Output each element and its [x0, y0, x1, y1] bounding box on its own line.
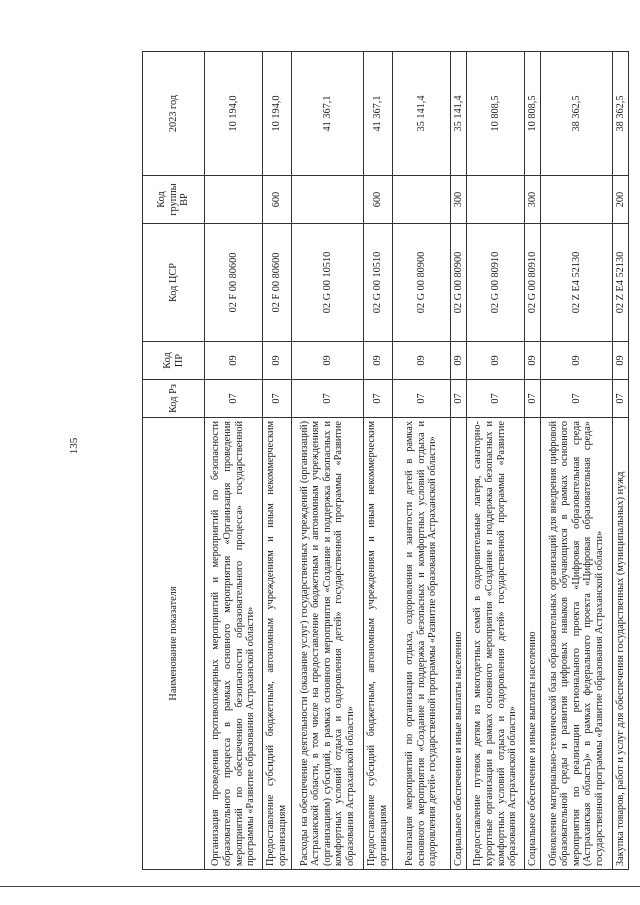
- table-row: [467, 52, 525, 870]
- header-vr: Код группы ВР: [143, 176, 205, 224]
- page-number: 135: [68, 437, 80, 455]
- row-rz: 07: [205, 380, 263, 418]
- row-sum: 38 362,5: [613, 52, 629, 176]
- row-csr: 02 G 00 80900: [393, 224, 451, 342]
- budget-table: [142, 51, 629, 870]
- table-row: [393, 52, 451, 870]
- row-csr: 02 G 00 10510: [292, 224, 364, 342]
- row-csr: 02 F 00 80600: [205, 224, 263, 342]
- row-sum: 38 362,5: [541, 52, 613, 176]
- table-row: [525, 52, 541, 870]
- row-sum: 41 367,1: [364, 52, 393, 176]
- row-pr: 09: [292, 342, 364, 380]
- row-pr: 09: [467, 342, 525, 380]
- row-vr: [467, 176, 525, 224]
- row-pr: 09: [393, 342, 451, 380]
- row-vr: 600: [364, 176, 393, 224]
- header-name: Наименование показателя: [143, 418, 205, 870]
- header-sum: 2023 год: [143, 52, 205, 176]
- table-row: [292, 52, 364, 870]
- row-csr: 02 G 00 80910: [467, 224, 525, 342]
- row-csr: 02 G 00 80900: [451, 224, 467, 342]
- row-rz: 07: [613, 380, 629, 418]
- header-rz: Код Рз: [143, 380, 205, 418]
- table-row: [613, 52, 629, 870]
- row-csr: 02 G 00 10510: [364, 224, 393, 342]
- row-pr: 09: [205, 342, 263, 380]
- row-pr: 09: [541, 342, 613, 380]
- table-row: [364, 52, 393, 870]
- header-csr: Код ЦСР: [143, 224, 205, 342]
- table-row: [541, 52, 613, 870]
- row-pr: 09: [263, 342, 292, 380]
- rotated-table-container: [142, 52, 626, 870]
- table-row: [205, 52, 263, 870]
- row-pr: 09: [525, 342, 541, 380]
- row-pr: 09: [613, 342, 629, 380]
- row-name: Социальное обеспечение и иные выплаты населению: [525, 418, 541, 870]
- row-csr: 02 Z E4 52130: [541, 224, 613, 342]
- row-csr: 02 G 00 80910: [525, 224, 541, 342]
- row-name: Реализация мероприятий по организации отдыха, оздоровления и занятости детей в рамках основного мероприятия «Создание и поддержка безопасных и комфортных условий отдыха и оздоровления детей» государственной программы «Развитие образования Астраханской области»: [393, 418, 451, 870]
- row-vr: 300: [451, 176, 467, 224]
- row-rz: 07: [263, 380, 292, 418]
- row-rz: 07: [393, 380, 451, 418]
- row-sum: 10 194,0: [205, 52, 263, 176]
- row-pr: 09: [451, 342, 467, 380]
- row-vr: [292, 176, 364, 224]
- row-vr: 200: [613, 176, 629, 224]
- row-name: Предоставление субсидий бюджетным, автономным учреждениям и иным некоммерческим организациям: [364, 418, 393, 870]
- row-sum: 10 194,0: [263, 52, 292, 176]
- row-name: Обновление материально-технической базы образовательных организаций для внедрения цифровой образовательной среды и развития цифровых навыков обучающихся в рамках основного мероприятия по реализации регионального проекта «Цифровая образовательная среда (Астраханская область)» в рамках федерального проекта «Цифровая образовательная среда» государственной программы «Развитие образования Астраханской области»: [541, 418, 613, 870]
- row-sum: 35 141,4: [451, 52, 467, 176]
- row-rz: 07: [292, 380, 364, 418]
- row-name: Закупка товаров, работ и услуг для обеспечения государственных (муниципальных) нужд: [613, 418, 629, 870]
- row-vr: 600: [263, 176, 292, 224]
- row-rz: 07: [467, 380, 525, 418]
- row-vr: [541, 176, 613, 224]
- row-csr: 02 F 00 80600: [263, 224, 292, 342]
- table-row: [263, 52, 292, 870]
- row-vr: [393, 176, 451, 224]
- row-name: Предоставление путевок детям из многодетных семей в оздоровительные лагеря, санаторно-курортные организации в рамках основного мероприятия «Создание и поддержка безопасных и комфортных условий отдыха и оздоровления детей» государственной программы «Развитие образования Астраханской области»: [467, 418, 525, 870]
- row-rz: 07: [525, 380, 541, 418]
- row-rz: 07: [541, 380, 613, 418]
- table-row: [451, 52, 467, 870]
- row-sum: 10 808,5: [467, 52, 525, 176]
- row-rz: 07: [451, 380, 467, 418]
- row-name: Социальное обеспечение и иные выплаты населению: [451, 418, 467, 870]
- footer-divider: [0, 886, 640, 887]
- row-csr: 02 Z E4 52130: [613, 224, 629, 342]
- row-vr: 300: [525, 176, 541, 224]
- table-header-row: [143, 52, 205, 870]
- row-name: Расходы на обеспечение деятельности (оказание услуг) государственных учреждений (организаций) Астраханской области, в том числе на предоставление бюджетным и автономным учреждениям (организациям) субсидий, в рамках основного мероприятия «Создание и поддержка безопасных и комфортных условий отдыха и оздоровления детей» государственной программы «Развитие образования Астраханской области»: [292, 418, 364, 870]
- row-sum: 10 808,5: [525, 52, 541, 176]
- row-sum: 35 141,4: [393, 52, 451, 176]
- row-rz: 07: [364, 380, 393, 418]
- row-sum: 41 367,1: [292, 52, 364, 176]
- row-name: Предоставление субсидий бюджетным, автономным учреждениям и иным некоммерческим организациям: [263, 418, 292, 870]
- header-pr: Код ПР: [143, 342, 205, 380]
- row-vr: [205, 176, 263, 224]
- row-name: Организация проведения противопожарных мероприятий и мероприятий по безопасности образовательного процесса в рамках основного мероприятия «Организация проведения мероприятий по обеспечению безопасности образовательного процесса» государственной программы «Развитие образования Астраханской области»: [205, 418, 263, 870]
- row-pr: 09: [364, 342, 393, 380]
